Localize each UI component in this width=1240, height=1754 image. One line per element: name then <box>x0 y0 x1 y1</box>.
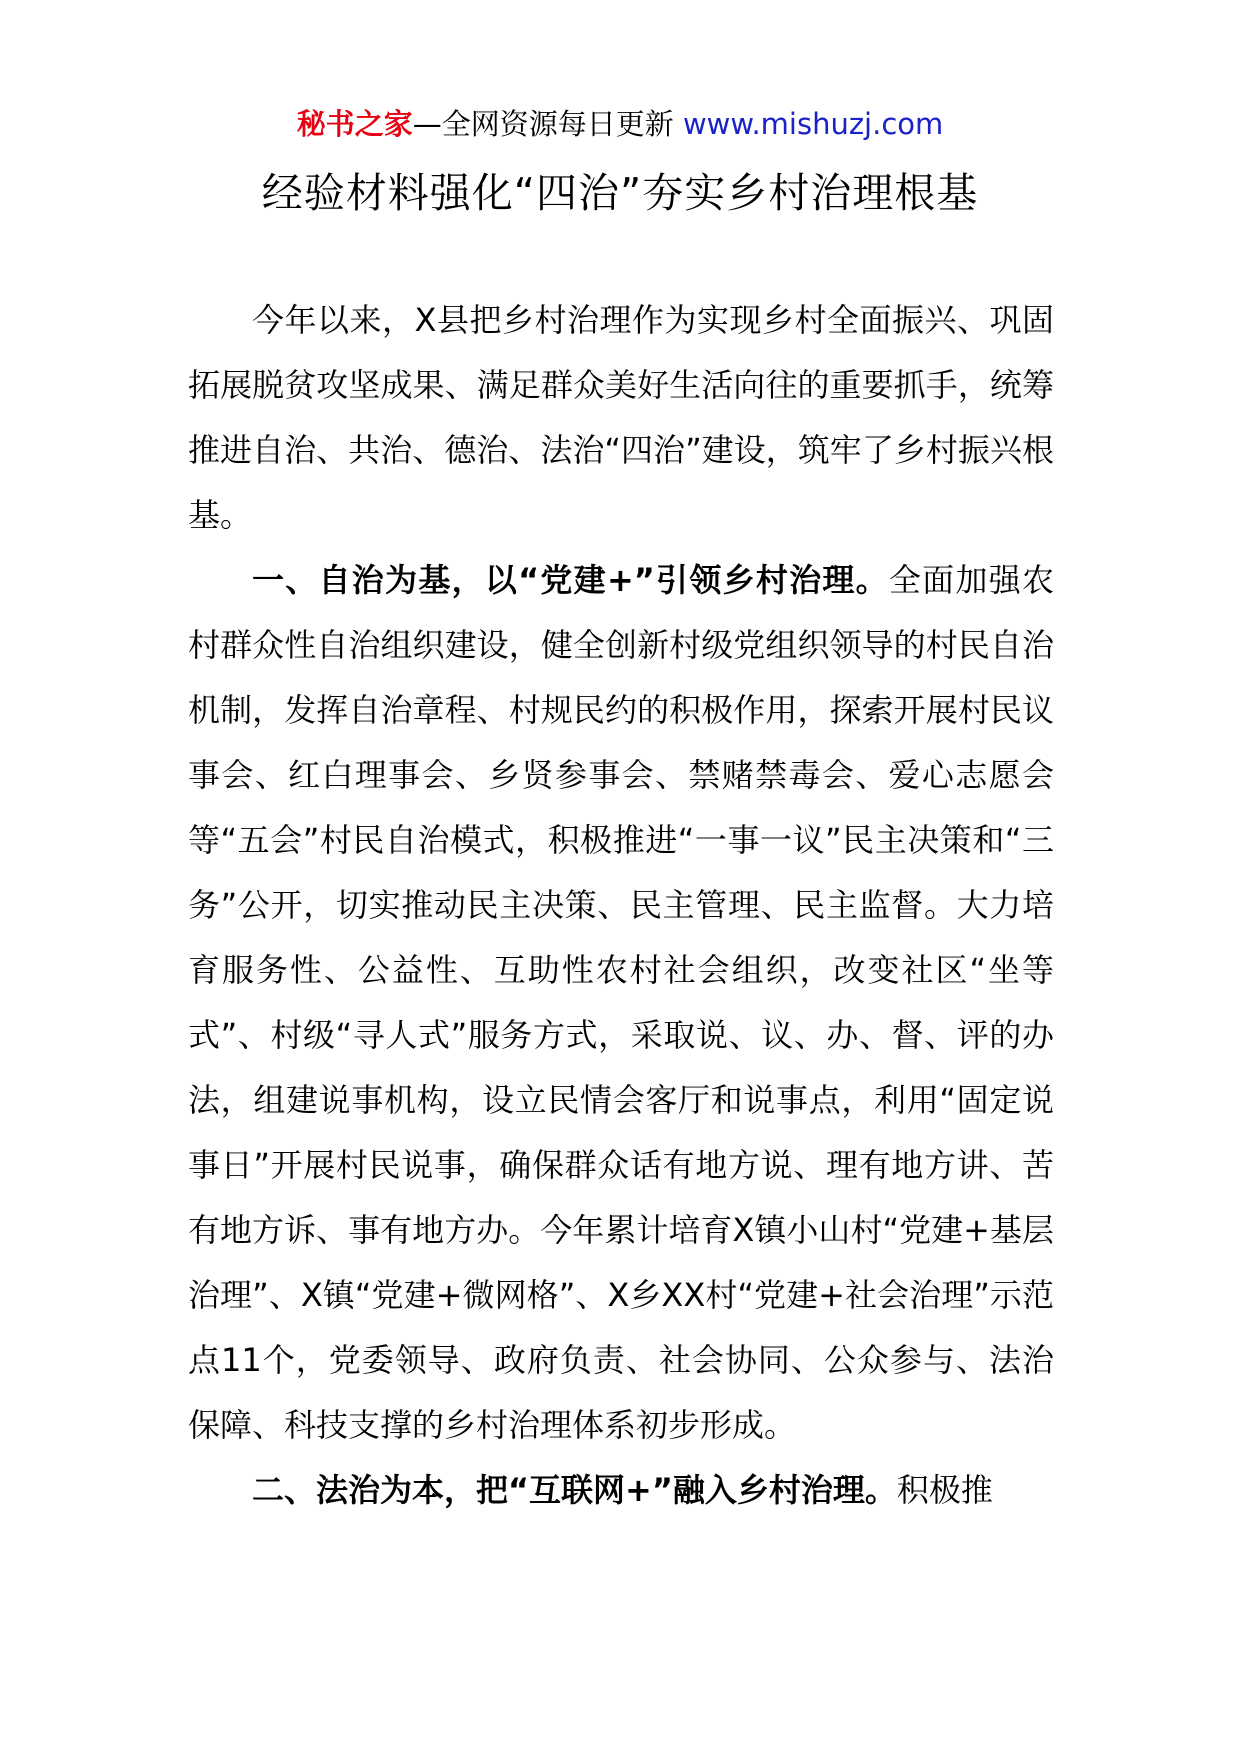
paragraph-text: 积极推 <box>896 1471 993 1509</box>
paragraph-section-2 <box>188 1458 1054 1523</box>
document-body <box>188 288 1054 1523</box>
document-title: 经验材料强化“四治”夯实乡村治理根基 <box>261 169 979 217</box>
site-banner <box>0 100 1240 148</box>
banner-url-link[interactable]: www.mishuzj.com <box>682 107 944 141</box>
section-heading: 一、自治为基，以“党建+”引领乡村治理。 <box>252 561 889 599</box>
banner-brand: 秘书之家 <box>296 107 413 141</box>
banner-slogan: —全网资源每日更新 <box>412 107 683 141</box>
paragraph-text: 全面加强农村群众性自治组织建设，健全创新村级党组织领导的村民自治机制，发挥自治章程、村规民约的积极作用，探索开展村民议事会、红白理事会、乡贤参事会、禁赌禁毒会、爱心志愿会等“五会”村民自治模式，积极推进“一事一议”民主决策和“三务”公开，切实推动民主决策、民主管理、民主监督。大力培育服务性、公益性、互助性农村社会组织，改变社区“坐等式”、村级“寻人式”服务方式，采取说、议、办、督、评的办法，组建说事机构，设立民情会客厅和说事点，利用“固定说事日”开展村民说事，确保群众话有地方说、理有地方讲、苦有地方诉、事有地方办。今年累计培育X镇小山村“党建+基层治理”、X镇“党建+微网格”、X乡XX村“党建+社会治理”示范点11个，党委领导、政府负责、社会协同、公众参与、法治保障、科技支撑的乡村治理体系初步形成。 <box>188 561 1054 1444</box>
paragraph-text: 今年以来，X县把乡村治理作为实现乡村全面振兴、巩固拓展脱贫攻坚成果、满足群众美好生活向往的重要抓手，统筹推进自治、共治、德治、法治“四治”建设，筑牢了乡村振兴根基。 <box>188 301 1054 534</box>
paragraph-section-1 <box>188 548 1054 1458</box>
section-heading: 二、法治为本，把“互联网+”融入乡村治理。 <box>252 1471 897 1509</box>
paragraph-intro <box>188 288 1054 548</box>
